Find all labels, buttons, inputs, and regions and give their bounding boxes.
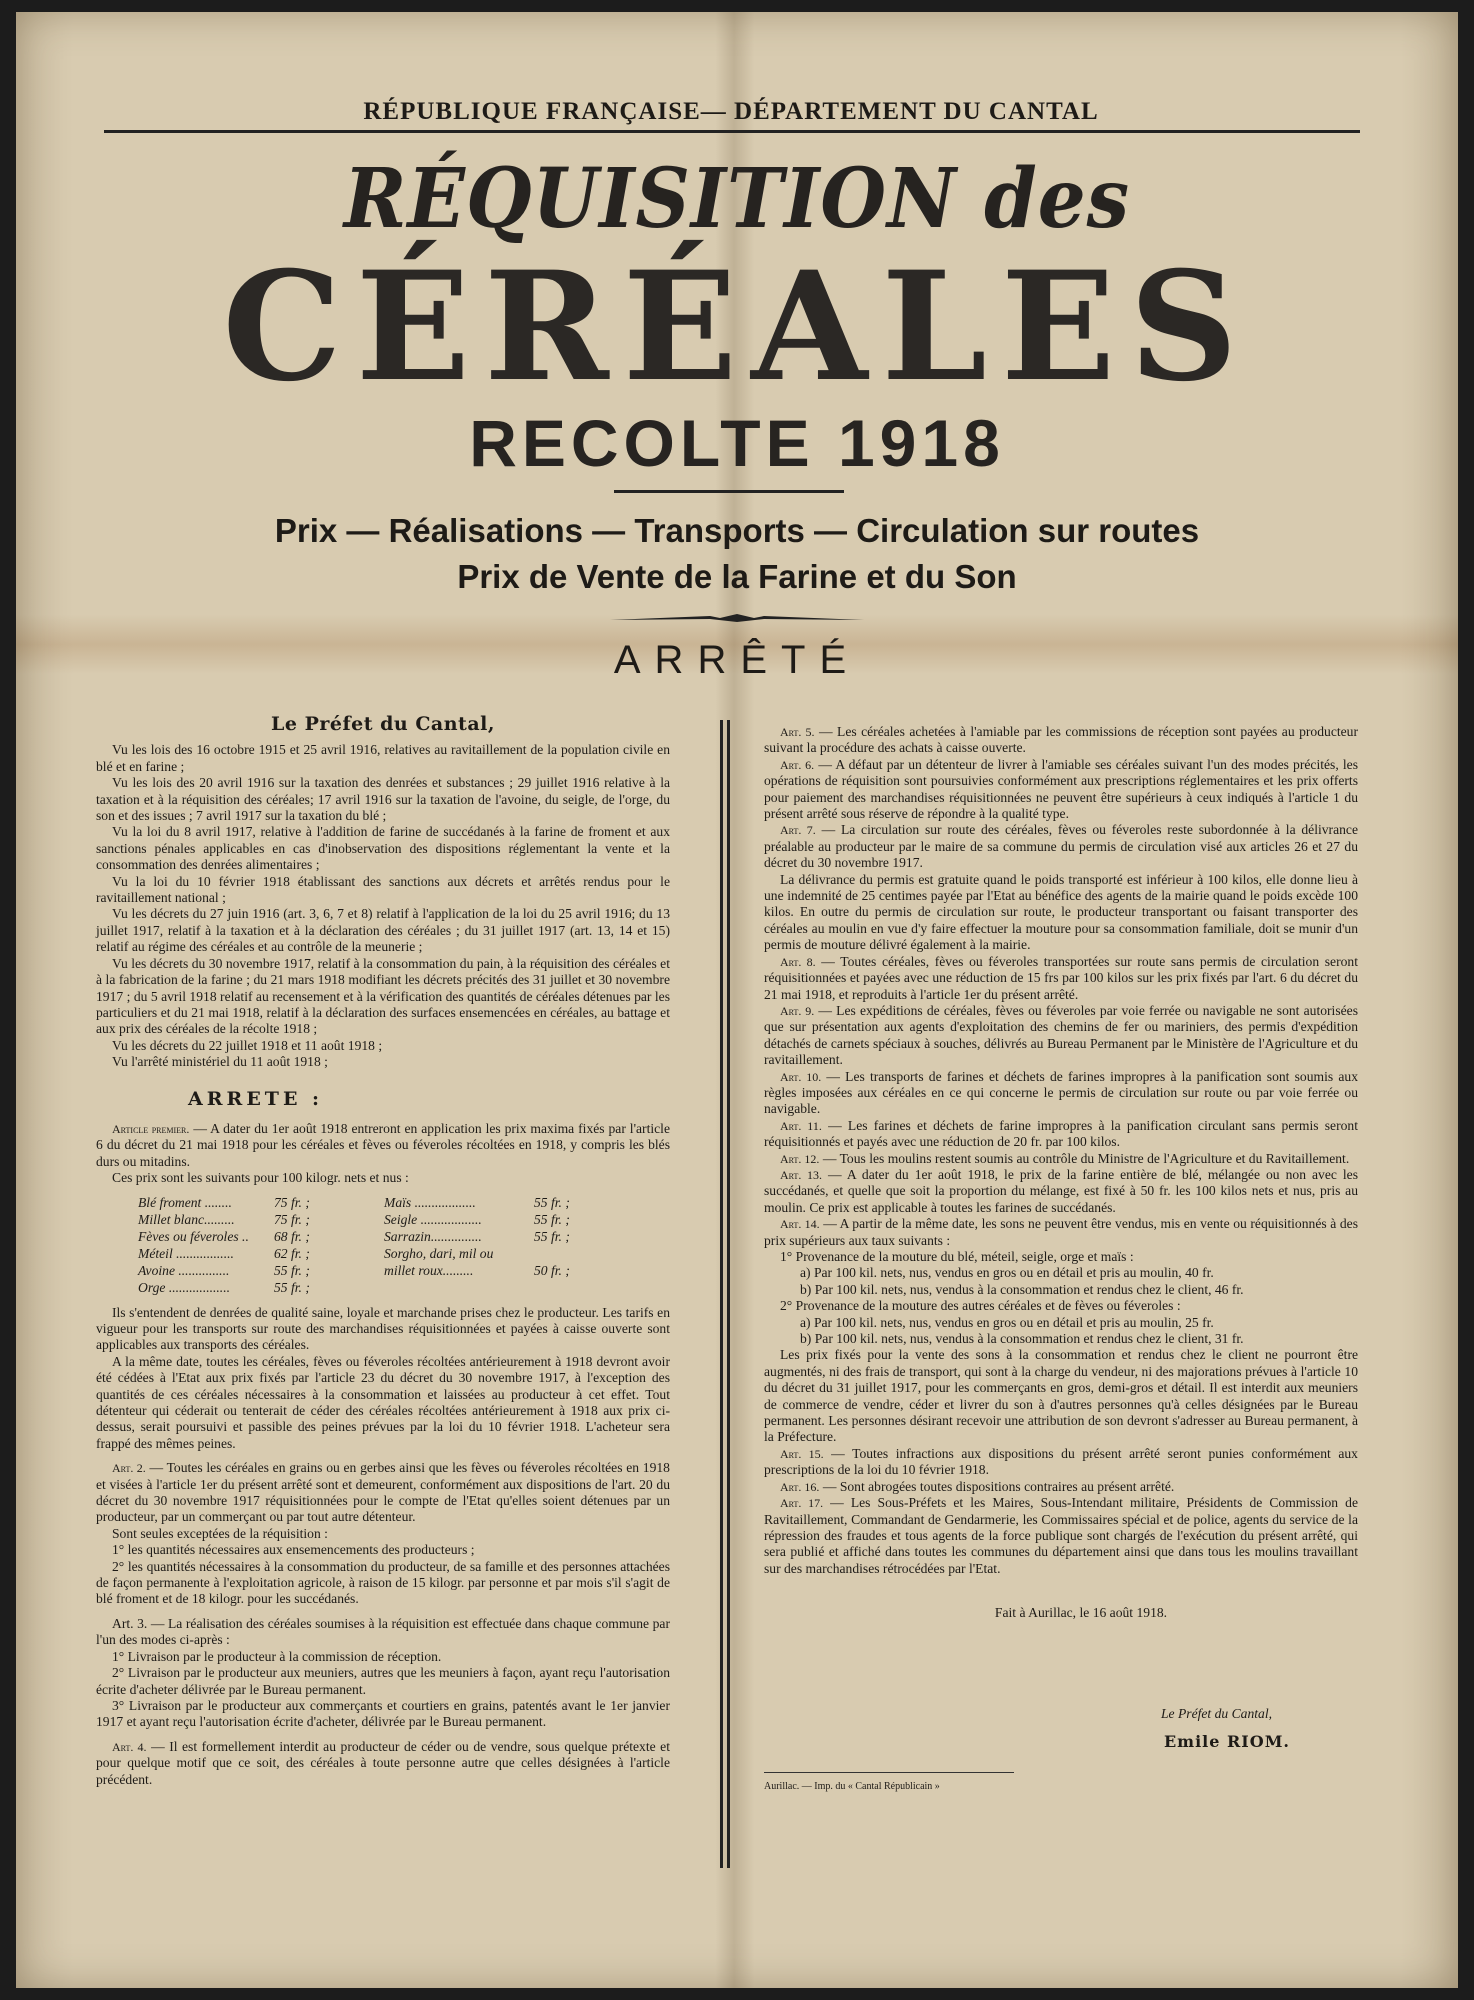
arrete-heading: ARRÊTÉ [613, 638, 861, 682]
price-name: Seigle .................. [384, 1211, 482, 1227]
article-12 [764, 1151, 1358, 1167]
title-cereales: CÉRÉALES [222, 239, 1252, 415]
signature-name: Emile RIOM. [1163, 1731, 1290, 1751]
header-rule [104, 130, 1360, 133]
article-text: — A défaut par un détenteur de livrer à l'amiable ses céréales suivant l'un des modes précités, les opérations de réquisition sont poursuivies conformément aux prescriptions réglementaires et les prix offerts pour paiement des marchandises réquisitionnées ne peuvent être supérieurs à ceux indiqués à l'article 1 du présent arrêté sous réserve de répondre à la qualité type. [764, 756, 1358, 822]
article-text: — Toutes céréales, fèves ou féveroles transportées sur route sans permis de circulation seront réquisitionnées et payées avec une réduction de 15 frs par 100 kilos sur les prix fixés par l'art. 6 du décret du 21 mai 1918, et reproduits à l'article 1er du présent arrêté. [764, 953, 1358, 1002]
price-value: 55 fr. ; [274, 1262, 310, 1278]
article-label: Art. 2. [112, 1461, 146, 1476]
price-row [138, 1246, 638, 1263]
article-label: Art. 7. [780, 823, 816, 838]
price-value: 55 fr. ; [534, 1194, 570, 1210]
article-17 [764, 1495, 1358, 1577]
article-10 [764, 1069, 1358, 1118]
vu-paragraph: Vu les décrets du 27 juin 1916 (art. 3, 6, 7 et 8) relatif à l'application de la loi du 25 avril 1916; du 13 juillet 1917, relatif à la taxation et à la déclaration des céréales ; du 31 juillet 1917 (art. 13, 14 et 15) relatif au régime des céréales et au contrôle de la meunerie ; [96, 906, 670, 955]
prices-note: Ils s'entendent de denrées de qualité saine, loyale et marchande prises chez le producteur. Les tarifs en vigueur pour les transports sur route des marchandises réquisitionnées et payées à caisse ouverte sont applicables aux transports des céréales. [96, 1304, 670, 1353]
article-7-detail [764, 872, 1358, 954]
article-text: — A dater du 1er août 1918 entreront en application les prix maxima fixés par l'article 6 du décret du 21 mai 1918 pour les céréales et fèves ou féveroles récoltées en 1918, y compris les blés durs ou mitadins. [96, 1120, 670, 1169]
subtitle-topics: Prix — Réalisations — Transports — Circulation sur routes [274, 512, 1200, 549]
ornament-divider [610, 612, 864, 624]
article-text: — Les transports de farines et déchets de farines impropres à la panification sont soumis aux règles imposées aux céréales en ce qui concerne le permis de circulation sur route ou par voie ferrée ou navigable. [764, 1068, 1358, 1117]
son-item: a) Par 100 kil. nets, nus, vendus en gros ou en détail et pris au moulin, 40 fr. [800, 1265, 1214, 1281]
article-label: Art. 16. [780, 1479, 820, 1494]
column-divider-left [720, 720, 723, 1868]
article-6 [764, 757, 1358, 823]
article-label: Art. 10. [780, 1069, 822, 1084]
price-value: 68 fr. ; [274, 1228, 310, 1244]
article-4 [96, 1739, 670, 1788]
printer-rule [764, 1772, 1014, 1773]
printer-credit: Aurillac. — Imp. du « Cantal Républicain » [764, 1781, 940, 1793]
article-text: — Tous les moulins restent soumis au contrôle du Ministre de l'Agriculture et du Ravitaillement. [819, 1150, 1350, 1166]
vu-paragraph: Vu la loi du 10 février 1918 établissant des sanctions aux décrets et arrêtés rendus pour le ravitaillement national ; [96, 873, 670, 906]
prices-note: A la même date, toutes les céréales, fèves ou féveroles récoltées antérieurement à 1918 devront avoir été cédées à l'Etat aux prix fixés par l'article 23 du décret du 30 novembre 1917, à l'exception des quantités de ces céréales nécessaires à la consommation et laissées au producteur à cet effet. Tout détenteur qui céderait ou tenterait de céder des céréales récoltées antérieurement à 1918 aux prix ci-dessus, serait poursuivi et passible des peines prévues par la loi du 10 février 1918. L'acheteur sera frappé des mêmes peines. [96, 1353, 670, 1451]
price-value: 62 fr. ; [274, 1245, 310, 1261]
left-column [96, 712, 670, 1788]
article-text: — A dater du 1er août 1918, le prix de la farine entière de blé, mélangée ou non avec les succédanés, et quelle que soit la proportion du mélange, est fixé à 50 fr. les 100 kilos nets et nus, pris au moulin. Ce prix est applicable à toutes les farines de succédanés. [764, 1166, 1358, 1215]
vu-paragraph: Vu les décrets du 22 juillet 1918 et 11 août 1918 ; [112, 1037, 383, 1053]
title-rule [614, 490, 844, 493]
price-name: Maïs .................. [384, 1194, 476, 1210]
price-value: 75 fr. ; [274, 1194, 310, 1210]
article-1 [96, 1121, 670, 1170]
price-name: Blé froment ........ [138, 1194, 232, 1210]
article-text: — La circulation sur route des céréales, fèves ou féveroles reste subordonnée à la délivrance préalable au producteur par le maire de sa commune du permis de circulation visé aux articles 26 et 27 du décret du 30 novembre 1917. [764, 822, 1358, 871]
article-3-item: 1° Livraison par le producteur à la commission de réception. [112, 1648, 442, 1664]
article-11 [764, 1118, 1358, 1151]
price-name: Orge .................. [138, 1279, 231, 1295]
article-15 [764, 1446, 1358, 1479]
price-value: 75 fr. ; [274, 1211, 310, 1227]
article-text: — Toutes infractions aux dispositions du présent arrêté seront punies conformément aux prescriptions de la loi du 10 février 1918. [764, 1445, 1358, 1478]
article-text: La délivrance du permis est gratuite quand le poids transporté est inférieur à 100 kilos, elle donne lieu à une indemnité de 25 centimes payée par l'Etat au bénéfice des agents de la mairie quand le poids excède 100 kilos. En outre du permis de circulation sur route, le producteur transportant ou faisant transporter des céréales au moulin en vue d'y faire effectuer la mouture pour sa consommation familiale, doit se munir d'un permis de mouture délivré également à la mairie. [764, 871, 1358, 953]
article-3: Art. 3. — La réalisation des céréales soumises à la réquisition est effectuée dans chaque commune par l'un des modes ci-après : [96, 1615, 670, 1648]
article-2-detail: 1° les quantités nécessaires aux ensemencements des producteurs ; [112, 1542, 475, 1558]
price-row [138, 1263, 638, 1280]
vu-paragraph: Vu les lois des 20 avril 1916 sur la taxation des denrées et substances ; 29 juillet 1916 relative à la taxation et à la réquisition des céréales; 17 avril 1916 sur la taxation de l'avoine, du seigle, de l'orge, du son et des issues ; 7 avril 1917 sur la taxation du blé ; [96, 775, 670, 824]
price-name: Millet blanc......... [138, 1211, 235, 1227]
article-label: Article premier. [112, 1121, 190, 1136]
son-item: a) Par 100 kil. nets, nus, vendus en gros ou en détail et pris au moulin, 25 fr. [800, 1314, 1214, 1330]
article-label: Art. 17. [780, 1496, 824, 1511]
son-note [764, 1347, 1358, 1445]
article-label: Art. 8. [780, 954, 816, 969]
son-item: 2° Provenance de la mouture des autres céréales et de fèves ou féveroles : [780, 1298, 1181, 1314]
article-text: — Les farines et déchets de farine impropres à la panification circulant sans permis seront réquisitionnés et payés avec une réduction de 20 fr. par 100 kilos. [764, 1117, 1358, 1150]
article-label: Art. 6. [780, 757, 815, 772]
vu-paragraph: Vu l'arrêté ministériel du 11 août 1918 ; [112, 1054, 328, 1070]
price-name: Sarrazin............... [384, 1228, 482, 1244]
article-7 [764, 822, 1358, 871]
price-row [138, 1212, 638, 1229]
article-label: Art. 11. [780, 1118, 822, 1133]
price-name [384, 1280, 534, 1297]
price-name: Sorgho, dari, mil ou [384, 1245, 494, 1261]
price-name: millet roux......... [384, 1262, 474, 1278]
right-column [764, 724, 1358, 1796]
price-name: Avoine ............... [138, 1262, 230, 1278]
price-name: Méteil ................. [138, 1245, 234, 1261]
article-2-detail: Sont seules exceptées de la réquisition : [112, 1525, 328, 1541]
price-table [138, 1195, 638, 1297]
column-divider-right [727, 720, 730, 1868]
price-value: 55 fr. ; [534, 1211, 570, 1227]
price-row [138, 1280, 638, 1297]
article-text: — Les céréales achetées à l'amiable par les commissions de réception sont payées au producteur suivant la procédure des achats à caisse ouverte. [764, 724, 1358, 756]
vu-paragraph: Vu la loi du 8 avril 1917, relative à l'addition de farine de succédanés à la farine de froment et aux sanctions pénales applicables en cas d'inobservation des dispositions réglementant la vente et la consommation des denrées alimentaires ; [96, 824, 670, 873]
article-text: Les prix fixés pour la vente des sons à la consommation et rendus chez le client ne pourront être augmentés, ni des frais de transport, qui sont à la charge du vendeur, ni des majorations prévues à l'article 10 du décret du 31 juillet 1917, pour les commerçants en gros, demi-gros et détail. Il est interdit aux meuniers de commerce de vendre, céder et livrer du son à d'autres personnes qu'à celles désignées par le Bureau permanent. Les personnes désirant recevoir une attribution de son devront s'adresser au Bureau permanent, à la Préfecture. [764, 1347, 1358, 1445]
article-label: Art. 5. [780, 725, 815, 739]
article-label: Art. 13. [780, 1167, 823, 1182]
price-name: Fèves ou féveroles .. [138, 1228, 249, 1244]
article-text: — Les Sous-Préfets et les Maires, Sous-Intendant militaire, Présidents de Commission de Ravitaillement, Commandant de Gendarmerie, les Commissaires spécial et de police, agents du service de la répression des fraudes et tous agents de la force publique sont chargés de l'exécution du présent arrêté, qui sera publié et affiché dans toutes les communes du département ainsi que dans tous les moulins travaillant sur des marchandises rétrocédées par l'Etat. [764, 1495, 1358, 1576]
article-label: Art. 14. [780, 1217, 820, 1232]
article-label: Art. 12. [780, 1151, 820, 1166]
article-text: — Sont abrogées toutes dispositions contraires au présent arrêté. [819, 1478, 1175, 1494]
title-recolte: RECOLTE 1918 [469, 406, 1005, 480]
article-label: Art. 9. [780, 1003, 815, 1018]
arrete-subheading: ARRETE : [188, 1087, 324, 1110]
title-requisition: RÉQUISITION des [343, 151, 1131, 247]
article-2-detail: 2° les quantités nécessaires à la consommation du producteur, de sa famille et des personnes attachées de façon permanente à l'exploitation agricole, à raison de 15 kilogr. par personne et par mois s'il s'agit de blé froment et de 18 kilogr. pour les succédanés. [96, 1558, 670, 1607]
subtitle-prices: Prix de Vente de la Farine et du Son [457, 558, 1017, 595]
son-item: b) Par 100 kil. nets, nus, vendus à la consommation et rendus chez le client, 46 fr. [800, 1281, 1244, 1297]
prefet-heading: Le Préfet du Cantal, [271, 713, 495, 735]
vu-paragraph: Vu les décrets du 30 novembre 1917, relatif à la consommation du pain, à la réquisition des céréales et à la fabrication de la farine ; du 21 mars 1918 modifiant les décrets précités des 31 juillet et 30 novembre 1917 ; du 5 avril 1918 relatif au recensement et à la vérification des quantités de céréales détenues par les particuliers et du 21 mai 1918, relatif à la déclaration des surfaces ensemencées en céréales, au battage et aux prix des céréales de la récolte 1918 ; [96, 955, 670, 1037]
article-text: — Il est formellement interdit au producteur de céder ou de vendre, sous quelque prétexte et pour quelque motif que ce soit, des céréales à toute personne autre que celles désignées à l'article précédent. [96, 1738, 670, 1787]
article-text: — Toutes les céréales en grains ou en gerbes ainsi que les fèves ou féveroles récoltées en 1918 et visées à l'article 1er du présent arrêté sont et demeurent, conformément aux dispositions de l'art. 20 du décret du 30 novembre 1917 réquisitionnées pour le compte de l'Etat qu'elles soient détenues par un producteur, par un commerçant ou par tout autre détenteur. [96, 1460, 670, 1525]
price-value: 55 fr. ; [534, 1228, 570, 1244]
article-label: Art. 4. [112, 1739, 147, 1754]
article-8 [764, 954, 1358, 1003]
price-value: 55 fr. ; [274, 1279, 310, 1295]
price-row [138, 1195, 638, 1212]
article-5 [764, 724, 1358, 757]
price-value [534, 1246, 624, 1263]
article-label: Art. 15. [780, 1446, 824, 1461]
article-2 [96, 1460, 670, 1526]
article-3-item: 3° Livraison par le producteur aux commerçants et courtiers en grains, patentés avant le 1er janvier 1917 et ayant reçu l'autorisation écrite d'acheter, délivrée par le Bureau permanent. [96, 1697, 670, 1730]
article-text: — A partir de la même date, les sons ne peuvent être vendus, mis en vente ou réquisitionnés à des prix supérieurs aux taux suivants : [764, 1216, 1358, 1248]
vu-paragraph: Vu les lois des 16 octobre 1915 et 25 avril 1916, relatives au ravitaillement de la population civile en blé et en farine ; [96, 742, 670, 774]
price-value [534, 1280, 624, 1297]
son-item: b) Par 100 kil. nets, nus, vendus à la consommation et rendus chez le client, 31 fr. [800, 1331, 1244, 1347]
price-row [138, 1229, 638, 1246]
article-text: — Les expéditions de céréales, fèves ou féveroles par voie ferrée ou navigable ne sont autorisées que sur présentation aux agents d'exploitation des chemins de fer ou mariniers, des permis d'expédition détachés de carnets spéciaux à souches, délivrés au Bureau Permanent par le Ministère de l'Agriculture et du ravitaillement. [764, 1002, 1358, 1068]
article-9 [764, 1003, 1358, 1069]
prices-intro: Ces prix sont les suivants pour 100 kilogr. nets et nus : [112, 1170, 409, 1186]
signature-title: Le Préfet du Cantal, [1160, 1705, 1272, 1721]
signing-place-date: Fait à Aurillac, le 16 août 1918. [994, 1605, 1168, 1621]
article-3-item: 2° Livraison par le producteur aux meuniers, autres que les meuniers à façon, ayant reçu l'autorisation écrite d'acheter délivrée par le Bureau permanent. [96, 1665, 670, 1697]
republic-header: RÉPUBLIQUE FRANÇAISE— DÉPARTEMENT DU CANTAL [363, 98, 1099, 125]
son-item: 1° Provenance de la mouture du blé, méteil, seigle, orge et maïs : [780, 1249, 1134, 1264]
article-13 [764, 1167, 1358, 1216]
article-14 [764, 1216, 1358, 1249]
article-16 [764, 1479, 1358, 1495]
price-value: 50 fr. ; [534, 1262, 570, 1278]
